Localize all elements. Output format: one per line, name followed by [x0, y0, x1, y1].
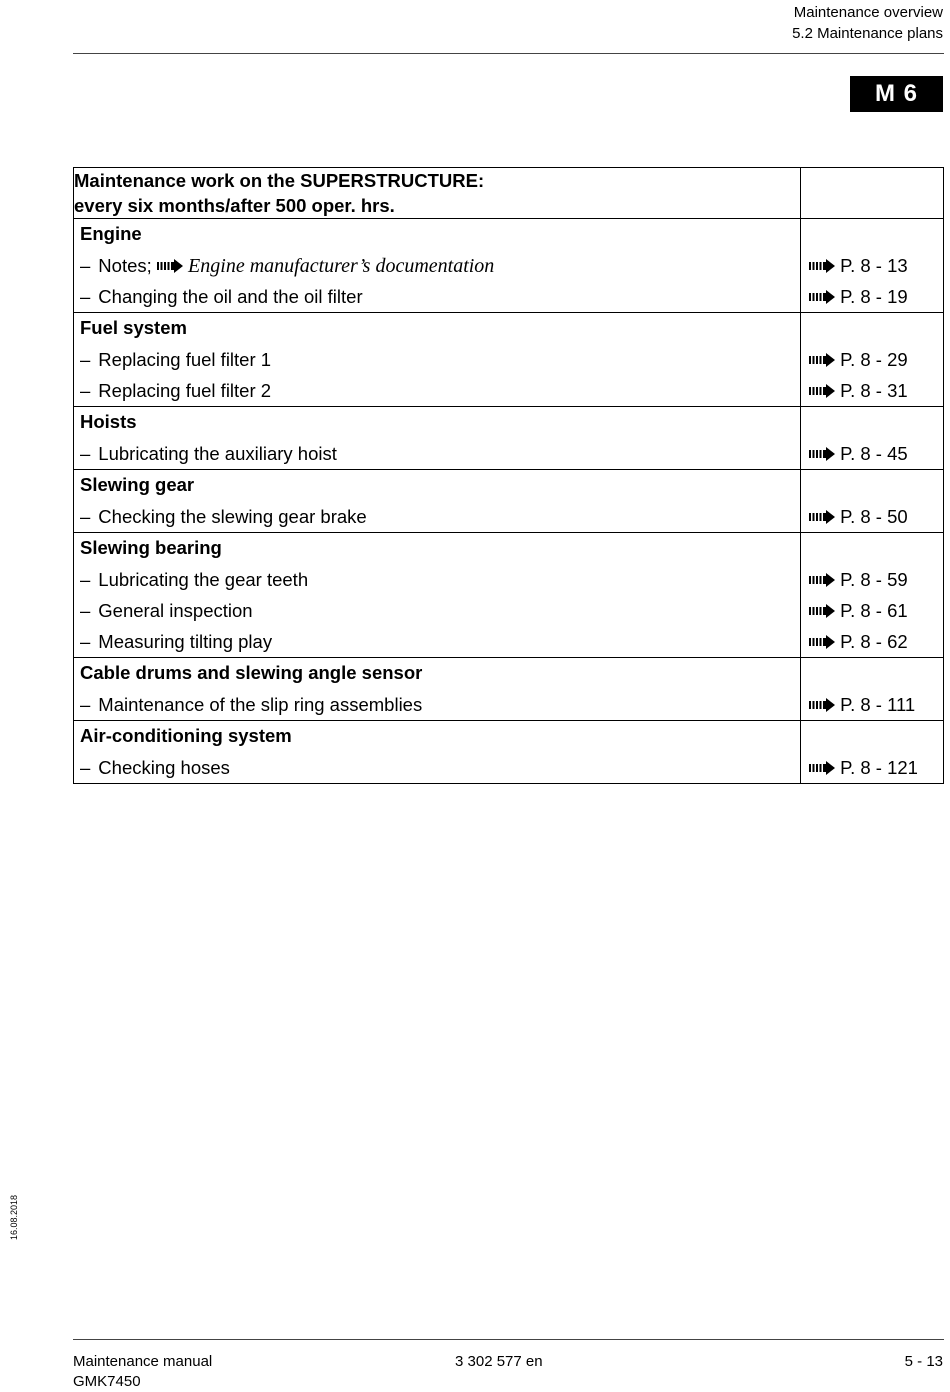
page-header — [792, 2, 943, 44]
table-title-cell — [74, 168, 801, 219]
section-title: Air-conditioning system — [80, 725, 292, 746]
section-ref-cell — [801, 407, 944, 470]
table-section — [74, 721, 944, 784]
section-title: Fuel system — [80, 317, 187, 338]
arrow-reference-icon — [809, 384, 835, 398]
arrow-reference-icon — [809, 698, 835, 712]
footer-model: GMK7450 — [73, 1373, 141, 1390]
table-title-ref-cell — [801, 168, 944, 219]
item-text: Replacing fuel filter 1 — [98, 349, 272, 370]
page-reference[interactable]: P. 8 - 59 — [801, 564, 943, 595]
arrow-reference-icon — [809, 259, 835, 273]
footer-manual-title: Maintenance manual — [73, 1353, 213, 1370]
arrow-reference-icon — [809, 290, 835, 304]
maintenance-table — [73, 167, 944, 784]
section-ref-cell — [801, 313, 944, 407]
section-work-cell — [74, 219, 801, 313]
item-text: Replacing fuel filter 2 — [98, 380, 272, 401]
list-item: – General inspection — [80, 600, 253, 621]
header-chapter: Maintenance overview — [793, 4, 943, 21]
item-text: Measuring tilting play — [98, 631, 273, 652]
list-item: – Measuring tilting play — [80, 631, 273, 652]
list-item: – Changing the oil and the oil filter — [80, 286, 363, 307]
page-reference[interactable]: P. 8 - 19 — [801, 281, 943, 312]
page-reference[interactable]: P. 8 - 62 — [801, 626, 943, 657]
page-reference[interactable]: P. 8 - 111 — [801, 689, 943, 720]
section-work-cell — [74, 407, 801, 470]
list-item: – Checking hoses — [80, 757, 230, 778]
page-reference[interactable]: P. 8 - 31 — [801, 375, 943, 406]
header-section: 5.2 Maintenance plans — [792, 25, 943, 42]
arrow-reference-icon — [809, 353, 835, 367]
page-reference[interactable]: P. 8 - 121 — [801, 752, 943, 783]
list-item: – Replacing fuel filter 1 — [80, 349, 272, 370]
item-text: Lubricating the auxiliary hoist — [98, 443, 337, 464]
arrow-reference-icon — [809, 573, 835, 587]
item-text: Lubricating the gear teeth — [98, 569, 309, 590]
item-text: Checking the slewing gear brake — [98, 506, 367, 527]
footer-doc-number: 3 302 577 en — [455, 1353, 543, 1370]
table-section — [74, 658, 944, 721]
list-item: – Maintenance of the slip ring assemblies — [80, 694, 423, 715]
arrow-reference-icon — [809, 604, 835, 618]
section-ref-cell — [801, 658, 944, 721]
footer-manual-info — [73, 1352, 212, 1392]
item-text: Maintenance of the slip ring assemblies — [98, 694, 423, 715]
item-text: General inspection — [98, 600, 253, 621]
list-item: – Checking the slewing gear brake — [80, 506, 367, 527]
table-subtitle: every six months/after 500 oper. hrs. — [74, 195, 395, 216]
section-work-cell — [74, 470, 801, 533]
section-title: Cable drums and slewing angle sensor — [80, 662, 423, 683]
print-date: 16.08.2018 — [9, 1194, 19, 1240]
list-item: – Lubricating the auxiliary hoist — [80, 443, 337, 464]
section-title: Hoists — [80, 411, 137, 432]
section-ref-cell — [801, 721, 944, 784]
page-reference[interactable]: P. 8 - 61 — [801, 595, 943, 626]
footer-divider — [73, 1339, 944, 1340]
page-reference[interactable]: P. 8 - 29 — [801, 344, 943, 375]
table-title: Maintenance work on the SUPERSTRUCTURE: — [74, 170, 485, 191]
table-section — [74, 470, 944, 533]
section-title: Slewing gear — [80, 474, 195, 495]
arrow-reference-icon — [809, 635, 835, 649]
list-item: – Notes; Engine manufacturer’s documentation — [80, 255, 495, 277]
arrow-reference-icon — [809, 761, 835, 775]
table-title-row — [74, 168, 944, 219]
section-work-cell — [74, 721, 801, 784]
table-section — [74, 313, 944, 407]
page-reference[interactable]: P. 8 - 45 — [801, 438, 943, 469]
header-divider — [73, 53, 944, 54]
arrow-reference-icon — [809, 510, 835, 524]
list-item: – Replacing fuel filter 2 — [80, 380, 272, 401]
section-ref-cell — [801, 470, 944, 533]
table-section — [74, 407, 944, 470]
maintenance-interval-badge: M 6 — [850, 76, 943, 112]
section-work-cell — [74, 658, 801, 721]
table-section — [74, 219, 944, 313]
section-work-cell — [74, 533, 801, 658]
item-text: Checking hoses — [98, 757, 230, 778]
item-text: Changing the oil and the oil filter — [98, 286, 363, 307]
arrow-reference-icon — [157, 259, 183, 273]
footer-page-number: 5 - 13 — [904, 1353, 943, 1370]
section-ref-cell — [801, 533, 944, 658]
section-title: Slewing bearing — [80, 537, 222, 558]
section-work-cell — [74, 313, 801, 407]
arrow-reference-icon — [809, 447, 835, 461]
list-item: – Lubricating the gear teeth — [80, 569, 309, 590]
item-reference-doc[interactable]: Engine manufacturer’s documentation — [188, 255, 495, 277]
section-title: Engine — [80, 223, 142, 244]
page-reference[interactable]: P. 8 - 13 — [801, 250, 943, 281]
item-text: Notes; — [98, 255, 157, 276]
table-section — [74, 533, 944, 658]
section-ref-cell — [801, 219, 944, 313]
page-reference[interactable]: P. 8 - 50 — [801, 501, 943, 532]
